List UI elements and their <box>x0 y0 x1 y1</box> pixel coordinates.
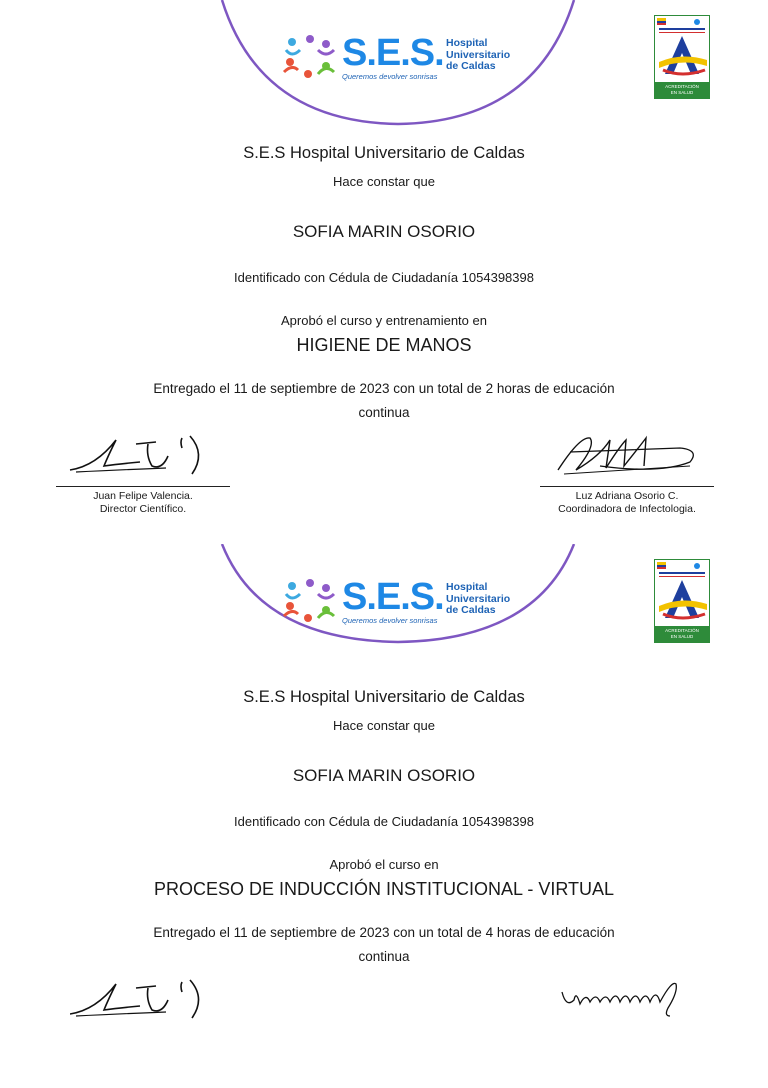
logo-brand: S.E.S. <box>342 576 444 618</box>
logo-people-icon <box>282 578 336 624</box>
handwritten-signature <box>540 426 714 486</box>
logo-brand: S.E.S. <box>342 32 444 74</box>
approval-text: Aprobó el curso en <box>329 857 439 872</box>
accreditation-a-icon <box>655 560 709 626</box>
signature-line <box>540 486 714 487</box>
delivery-text: Entregado el 11 de septiembre de 2023 con un total de 2 horas de educación <box>153 381 615 396</box>
identification-text: Identificado con Cédula de Ciudadanía 1054398398 <box>234 814 534 829</box>
signer-role: Coordinadora de Infectologia. <box>558 503 696 515</box>
organization-name: S.E.S Hospital Universitario de Caldas <box>243 144 525 162</box>
accreditation-label: ACREDITACIÓN EN SALUD <box>655 82 709 98</box>
recipient-name: SOFIA MARIN OSORIO <box>292 222 476 241</box>
intro-text: Hace constar que <box>333 718 435 733</box>
course-title: HIGIENE DE MANOS <box>296 335 472 355</box>
accreditation-seal <box>654 15 710 99</box>
handwritten-signature-coordinator <box>560 978 690 1018</box>
delivery-text-continued: continua <box>358 949 410 964</box>
signer-role: Director Científico. <box>99 503 187 515</box>
logo-slogan: Queremos devolver sonrisas <box>342 72 438 81</box>
signer-name: Juan Felipe Valencia. <box>93 490 193 502</box>
intro-text: Hace constar que <box>333 174 435 189</box>
logo-people-icon <box>282 34 336 80</box>
identification-text: Identificado con Cédula de Ciudadanía 1054398398 <box>234 270 534 285</box>
logo-hospital-name: Hospital Universitario de Caldas <box>446 37 511 72</box>
recipient-name: SOFIA MARIN OSORIO <box>292 766 476 785</box>
delivery-text: Entregado el 11 de septiembre de 2023 con un total de 4 horas de educación <box>153 925 615 940</box>
delivery-text-continued: continua <box>358 405 410 420</box>
organization-name: S.E.S Hospital Universitario de Caldas <box>243 688 525 706</box>
signer-name: Luz Adriana Osorio C. <box>575 490 679 502</box>
approval-text: Aprobó el curso y entrenamiento en <box>281 313 487 328</box>
accreditation-label: ACREDITACIÓN EN SALUD <box>655 626 709 642</box>
hospital-logo <box>280 578 530 628</box>
accreditation-seal <box>654 559 710 643</box>
handwritten-signature-director <box>70 974 220 1024</box>
logo-slogan: Queremos devolver sonrisas <box>342 616 438 625</box>
logo-hospital-name: Hospital Universitario de Caldas <box>446 581 511 616</box>
hospital-logo <box>280 34 530 84</box>
handwritten-signature <box>56 426 230 486</box>
accreditation-a-icon <box>655 16 709 82</box>
course-title: PROCESO DE INDUCCIÓN INSTITUCIONAL - VIRTUAL <box>153 879 615 899</box>
signature-block-director <box>56 426 230 526</box>
certificate-induccion-institucional <box>0 544 768 1088</box>
signature-line <box>56 486 230 487</box>
signature-block-infectology <box>540 426 714 526</box>
